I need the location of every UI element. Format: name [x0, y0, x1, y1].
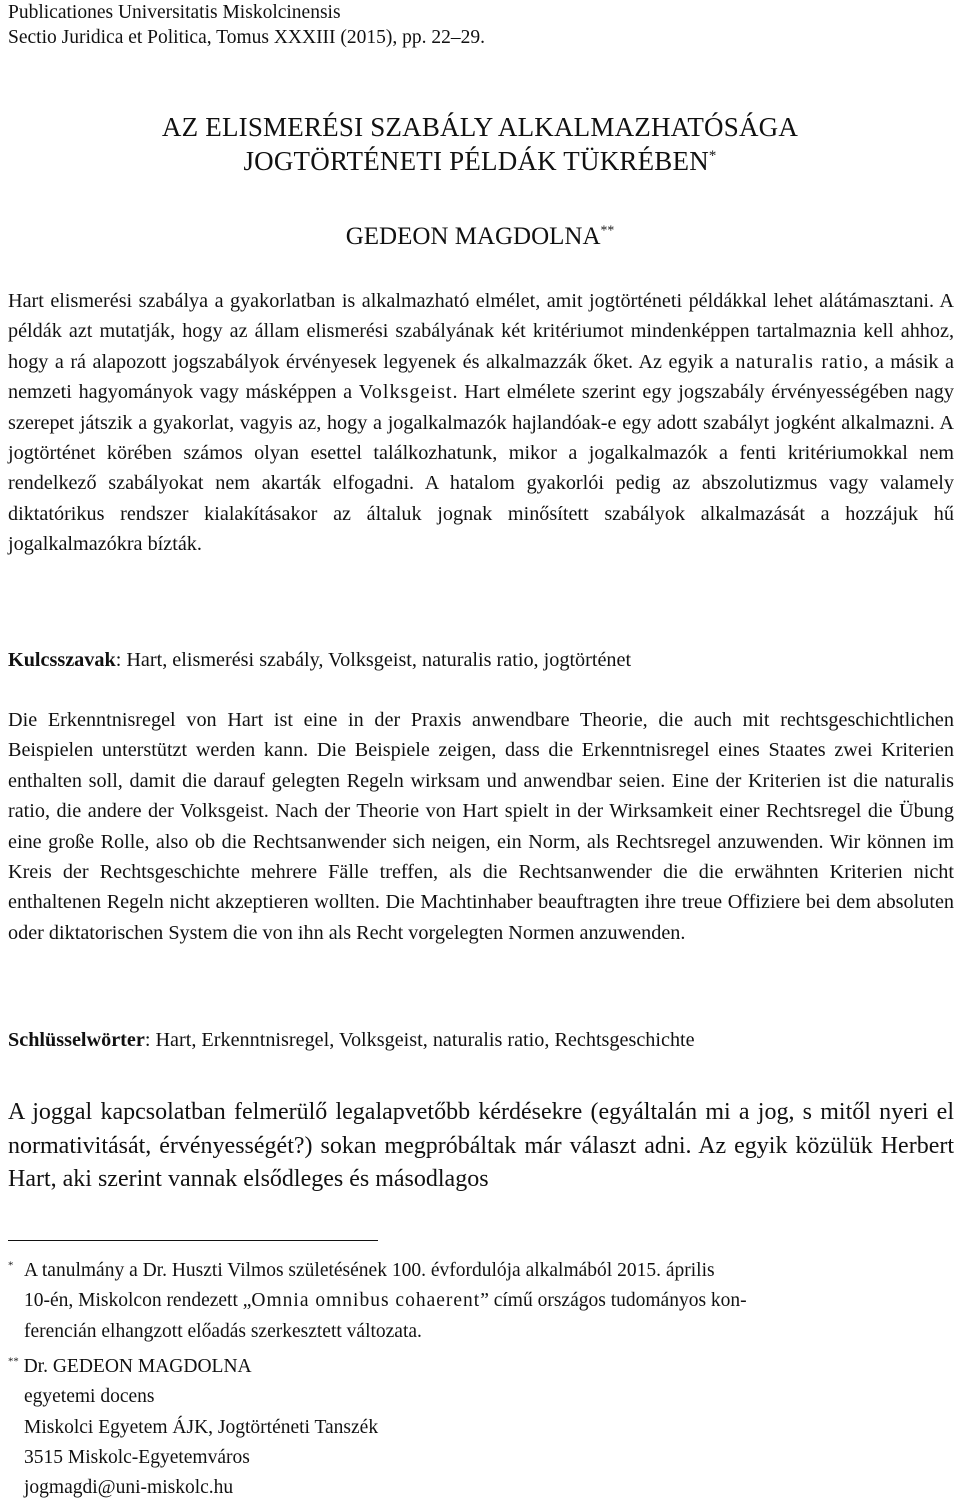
abstract-hu-text-1: Hart elismerési szabálya a gyakorlatban is alkalmazható elmélet, amit jogtörténeti példákkal lehet alátámasztani. A példák azt mutatják, hogy az állam elismerési szabályának két kritériumot mindenképpen tartalmaznia kell ahhoz, hogy a rá alapozott jogszabályok érvényesek legyenek és alkalmazzák őket. Az egyik a	[8, 290, 954, 373]
footnote-2-affiliation: Miskolci Egyetem ÁJK, Jogtörténeti Tanszék	[24, 1416, 379, 1438]
title-line-2	[0, 144, 960, 178]
title-line-2-text: JOGTÖRTÉNETI PÉLDÁK TÜKRÉBEN	[243, 146, 709, 176]
footnote-1-mark	[8, 1256, 24, 1286]
author-line	[0, 222, 960, 252]
footnote-2-address: 3515 Miskolc-Egyetemváros	[24, 1446, 250, 1468]
journal-header	[8, 0, 485, 50]
keywords-de-list: : Hart, Erkenntnisregel, Volksgeist, naturalis ratio, Rechtsgeschichte	[144, 1029, 695, 1051]
abstract-hu-term-volksgeist: Volksgeist	[358, 381, 453, 404]
footnote-1-line-1: A tanulmány a Dr. Huszti Vilmos születésének 100. évfordulója alkalmából 2015. április	[24, 1260, 715, 1281]
keywords-de-label: Schlüsselwörter	[8, 1029, 145, 1051]
footnote-2-author-name: Dr. GEDEON MAGDOLNA	[23, 1356, 252, 1377]
footnote-1-line-2	[8, 1290, 747, 1311]
title-footnote-mark[interactable]: *	[708, 148, 717, 164]
article-title	[0, 110, 960, 178]
author-name: GEDEON MAGDOLNA	[345, 223, 601, 250]
keywords-hu-label: Kulcsszavak	[8, 649, 116, 671]
footnote-2-position: egyetemi docens	[24, 1386, 155, 1408]
abstract-hu-text-2: , a másik a nemzeti hagyományok vagy másképpen a	[8, 350, 954, 404]
body-paragraph: A joggal kapcsolatban felmerülő legalapvetőbb kérdésekre (egyáltalán mi a jog, s mitől nyeri el normativitását, érvényességét?) sokan megpróbáltak már választ adni. Az egyik közülük Herbert Hart, aki szerint vannak elsődleges és másodlagos	[8, 1099, 954, 1192]
footnote-1	[8, 1256, 954, 1347]
footnote-1-line-2-end: ” című országos tudományos kon-	[480, 1290, 747, 1312]
journal-name: Publicationes Universitatis Miskolcinensis	[8, 2, 341, 23]
abstract-hu-term-naturalis-ratio: naturalis ratio	[735, 350, 864, 373]
footnote-1-symbol: *	[8, 1259, 14, 1272]
footnote-2-name-line	[8, 1352, 954, 1382]
footnote-2	[8, 1352, 954, 1503]
footnote-1-line-2-start: 10-én, Miskolcon rendezett „	[24, 1290, 252, 1312]
abstract-hungarian	[8, 286, 954, 560]
footnote-2-email[interactable]: jogmagdi@uni-miskolc.hu	[24, 1477, 234, 1499]
footnote-separator	[8, 1240, 378, 1241]
footnote-1-line-3: ferencián elhangzott előadás szerkesztett változata.	[24, 1320, 422, 1342]
keywords-german	[8, 1025, 695, 1055]
journal-volume: Sectio Juridica et Politica, Tomus XXXIII (2015), pp. 22–29.	[8, 27, 486, 48]
abstract-german: Die Erkenntnisregel von Hart ist eine in der Praxis anwendbare Theorie, die auch mit rechtsgeschichtlichen Beispielen unterstützt werden kann. Die Beispiele zeigen, dass die Erkenntnisregel eines Staates zwei Kriterien enthalten soll, damit die darauf gelegten Regeln wirksam und anwendbar seien. Eine der Kriterien ist die naturalis ratio, die andere der Volksgeist. Nach der Theorie von Hart spielt in der Wirksamkeit einer Rechtsregel die Übung eine große Rolle, also ob die Rechtsanwender sich neigen, ein Norm, als Rechtsregel anzuwenden. Wir können im Kreis der Rechtsgeschichte mehrere Fälle treffen, als die Rechtsanwender die die erwähnten Kriterien nicht enthaltenen Regeln nicht akzeptieren wollten. Die Machtinhaber beauftragten ihre treue Offiziere bei dem absoluten oder diktatorischen System die von ihn als Recht vorgelegten Normen anzuwenden.	[8, 709, 954, 944]
author-footnote-mark[interactable]: **	[600, 222, 615, 238]
keywords-hu-list: : Hart, elismerési szabály, Volksgeist, naturalis ratio, jogtörténet	[115, 649, 632, 671]
title-line-1: AZ ELISMERÉSI SZABÁLY ALKALMAZHATÓSÁGA	[161, 112, 799, 142]
keywords-hungarian	[8, 645, 631, 675]
abstract-hu-text-3: . Hart elmélete szerint egy jogszabály érvényességében nagy szerepet játszik a gyakorlat, vagyis az, hogy a jogalkalmazók hajlandóak-e egy adott szabályt jogként alkalmazni. A jogtörténet körében számos olyan esettel találkozhatunk, mikor a jogalkalmazók a fenti kritériumokkal nem rendelkező szabályokat nem akarták elfogadni. A hatalom gyakorlói pedig az abszolutizmus vagy valamely diktatórikus rendszer kialakításakor az általuk jognak minősített szabályok alkalmazását a hozzájuk hű jogalkalmazókra bízták.	[8, 381, 954, 556]
footnote-2-symbol: **	[8, 1355, 19, 1368]
footnote-1-conference-title: Omnia omnibus cohaerent	[251, 1290, 481, 1312]
